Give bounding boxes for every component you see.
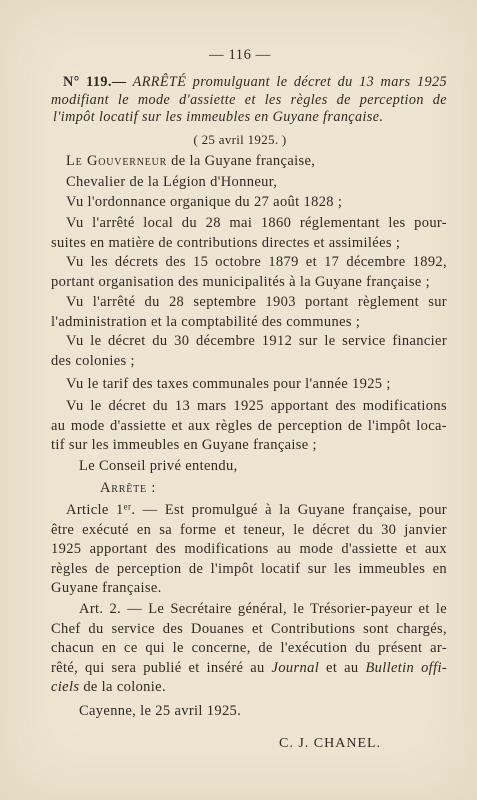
article-label-superscript: er [123,501,132,512]
text-line: Vu le décret du 13 mars 1925 apportant des modifications [66,398,447,414]
text-line: tif sur les immeubles en Guyane française ; [51,437,317,453]
heading-line: l'impôt locatif sur les immeubles en Guyane française. [53,109,384,125]
authority-paragraph [51,152,447,172]
text-line: suites en matière de contributions directes et assimilées ; [51,234,401,251]
text-line: Art. 2. — Le Secrétaire général, le Trésorier-payeur et le [79,601,447,617]
heading-line [51,74,447,92]
text-line: Vu l'ordonnance organique du 27 août 1828 ; [66,194,343,210]
text-line: portant organisation des municipalités à la Guyane française ; [51,273,430,290]
act-date: ( 25 avril 1925. ) [193,132,287,147]
text-line [51,501,447,521]
article-text: rêté, qui sera publié et inséré au [51,659,265,676]
text-line: Vu l'arrêté du 28 septembre 1903 portant règlement sur [66,294,447,310]
text-line: des colonies ; [51,352,135,369]
text-line: être exécuté en sa forme et teneur, le décret du 30 janvier [51,521,447,538]
text-line: règles de perception de l'impôt locatif sur les immeubles en [51,560,447,577]
article-text: de la colonie. [83,679,166,695]
visa-paragraph [51,375,447,395]
text-line [51,678,447,698]
article-label: Article 1 [66,502,124,518]
visa-paragraph [51,397,447,456]
page-number: — 116 — [209,47,271,63]
article-2 [51,600,447,698]
article-text: . — Est promulgué à la Guyane française, pour [131,502,447,518]
act-title: ARRÊTÉ promulguant le décret du 13 mars 1925 [132,74,447,90]
distinction-paragraph [51,173,447,193]
text-line: Chevalier de la Légion d'Honneur, [66,174,278,190]
act-heading [51,74,447,127]
text-line: Arrête : [100,480,157,496]
text-line: 1925 apportant des modifications au mode d'assiette et aux [51,541,447,557]
visa-paragraph [51,293,447,332]
text-line: Vu le décret du 30 décembre 1912 sur le service financier [66,333,447,349]
authority-title: Le Gouverneur [66,153,168,169]
text-line: Vu les décrets des 15 octobre 1879 et 17 décembre 1892, [66,254,447,270]
article-1 [51,501,447,599]
visa-paragraph [51,332,447,371]
text-line: au mode d'assiette et aux règles de perception de l'impôt loca- [51,417,447,434]
visa-paragraph [51,193,447,213]
text-line: Vu l'arrêté local du 28 mai 1860 réglementant les pour- [66,215,447,231]
text-line [51,659,447,679]
act-number: N° 119.— [63,74,127,90]
text-line [51,152,447,172]
authority-of: de la Guyane française, [171,153,316,169]
council-paragraph [51,457,447,477]
bulletin-title-end: ciels [51,679,80,695]
text-line: l'administration et la comptabilité des communes ; [51,313,361,330]
visa-paragraph [51,214,447,253]
text-line: chacun en ce qui le concerne, de l'exécution du présent ar- [51,640,447,656]
text-line: Le Conseil privé entendu, [79,458,238,474]
text-line: Guyane française. [51,580,162,596]
heading-line: modifiant le mode d'assiette et les règles de perception de [51,91,447,108]
journal-title: Journal [271,659,320,676]
article-text: et au [326,659,359,676]
place-date-paragraph [51,702,447,722]
text-line: Vu le tarif des taxes communales pour l'année 1925 ; [66,376,391,392]
signature: C. J. CHANEL. [279,736,382,751]
place-date: Cayenne, le 25 avril 1925. [79,703,242,719]
visa-paragraph [51,253,447,292]
text-line: Chef du service des Douanes et Contributions sont chargés, [51,620,447,637]
decision-heading [51,479,447,499]
bulletin-title: Bulletin offi- [365,659,447,676]
